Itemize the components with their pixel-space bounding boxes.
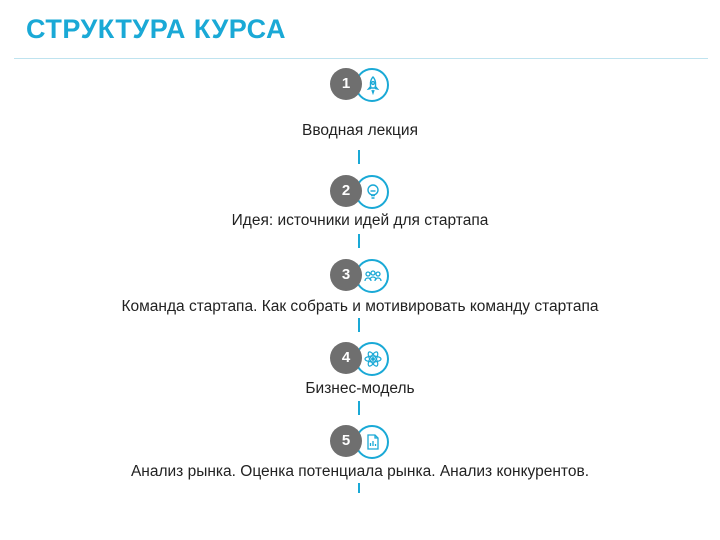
step-label: Анализ рынка. Оценка потенциала рынка. Анализ конкурентов. <box>130 463 590 480</box>
connector-line <box>358 150 360 164</box>
step-label: Вводная лекция <box>302 122 418 139</box>
step-number: 2 <box>330 175 362 207</box>
course-step <box>330 425 390 459</box>
step-number: 1 <box>330 68 362 100</box>
step-number: 3 <box>330 259 362 291</box>
connector-line <box>358 401 360 415</box>
step-number: 4 <box>330 342 362 374</box>
page-title: СТРУКТУРА КУРСА <box>26 14 286 44</box>
title-divider <box>14 58 708 59</box>
step-label: Команда стартапа. Как собрать и мотивировать команду стартапа <box>121 298 599 315</box>
step-label: Идея: источники идей для стартапа <box>231 212 489 229</box>
connector-line <box>358 483 360 493</box>
connector-line <box>358 234 360 248</box>
step-number: 5 <box>330 425 362 457</box>
connector-line <box>358 318 360 332</box>
course-step <box>330 68 390 102</box>
course-step <box>330 259 390 293</box>
step-label: Бизнес-модель <box>305 380 415 397</box>
course-step <box>330 175 390 209</box>
course-step <box>330 342 390 376</box>
